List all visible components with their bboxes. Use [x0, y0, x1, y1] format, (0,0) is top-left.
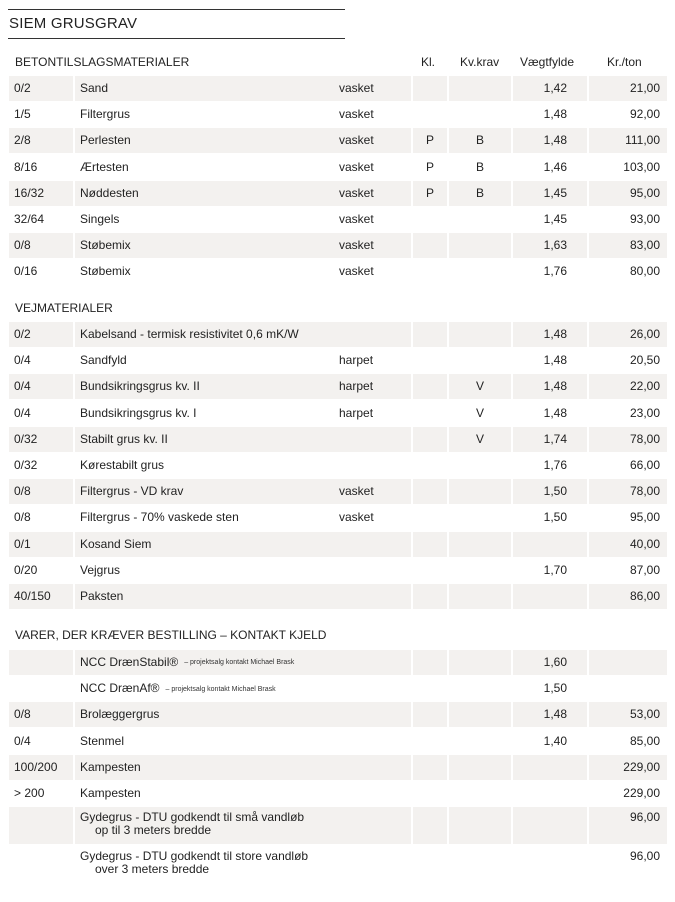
size-cell: [9, 676, 73, 701]
density-cell: 1,46: [543, 159, 567, 174]
price-cell: 111,00: [589, 128, 667, 153]
size-cell: 40/150: [9, 584, 73, 609]
product-name: Kabelsand - termisk resistivitet 0,6 mK/W: [80, 327, 299, 341]
size-cell: [9, 807, 73, 844]
quality-requirement-cell: V: [449, 427, 511, 452]
density-cell: [513, 781, 587, 806]
process-cell: vasket: [339, 484, 374, 499]
size-cell: 100/200: [9, 755, 73, 780]
price-cell: 78,00: [589, 427, 667, 452]
table-row: [9, 846, 667, 883]
product-name: Kørestabilt grus: [80, 458, 165, 472]
density-cell: 1,48: [513, 702, 587, 727]
process-cell: vasket: [339, 133, 374, 148]
price-cell: 85,00: [629, 733, 660, 748]
table-row: [9, 807, 667, 844]
size-cell: 0/8: [9, 702, 73, 727]
product-name: Bundsikringsgrus kv. I: [80, 405, 197, 420]
density-cell: 1,63: [513, 233, 587, 258]
class-cell: [413, 207, 447, 232]
process-cell: harpet: [339, 379, 374, 394]
quality-requirement-cell: B: [475, 159, 484, 174]
quality-requirement-cell: [449, 532, 511, 557]
table-row: [9, 729, 667, 754]
size-cell: 0/4: [14, 353, 31, 368]
size-cell: 0/2: [9, 322, 73, 347]
product-name: Filtergrus: [80, 107, 131, 122]
price-cell: 103,00: [623, 159, 660, 174]
table-row: [9, 676, 667, 701]
table-row: [9, 558, 667, 583]
product-name: Singels: [80, 212, 120, 226]
product-name: Bundsikringsgrus kv. II: [80, 379, 200, 394]
section-heading: BETONTILSLAGSMATERIALER: [15, 55, 190, 69]
price-cell: 78,00: [589, 479, 667, 504]
process-cell: harpet: [339, 353, 374, 368]
quality-requirement-cell: V: [475, 405, 484, 420]
price-cell: 86,00: [589, 584, 667, 609]
density-cell: [513, 584, 587, 609]
price-cell: 22,00: [589, 374, 667, 399]
class-cell: [413, 401, 447, 426]
class-cell: [413, 584, 447, 609]
size-cell: 0/20: [14, 562, 38, 577]
table-row: [9, 702, 667, 727]
quality-requirement-cell: B: [449, 128, 511, 153]
process-cell: [339, 650, 411, 675]
quality-requirement-cell: [449, 479, 511, 504]
table-row: [9, 348, 667, 373]
quality-requirement-cell: [449, 558, 511, 583]
table-row: [9, 181, 667, 206]
product-name: Sandfyld: [80, 353, 127, 368]
table-row: [9, 479, 667, 504]
price-cell: 96,00: [589, 807, 667, 844]
density-cell: 1,76: [543, 264, 567, 279]
process-cell: [339, 322, 411, 347]
quality-requirement-cell: [449, 807, 511, 844]
price-cell: 26,00: [589, 322, 667, 347]
product-name: Stabilt grus kv. II: [80, 431, 168, 446]
product-name: Kampesten: [80, 759, 141, 774]
product-name-line2: op til 3 meters bredde: [95, 823, 212, 838]
quality-requirement-cell: [449, 505, 511, 530]
density-cell: 1,45: [543, 212, 567, 226]
process-cell: vasket: [339, 185, 374, 200]
price-cell: [589, 676, 667, 701]
size-cell: 0/8: [9, 479, 73, 504]
process-cell: [339, 427, 411, 452]
process-cell: [339, 702, 411, 727]
process-cell: vasket: [339, 159, 374, 174]
class-cell: [413, 348, 447, 373]
process-cell: vasket: [339, 107, 374, 122]
density-cell: 1,74: [513, 427, 587, 452]
density-cell: 1,50: [543, 510, 567, 525]
process-cell: vasket: [339, 81, 374, 95]
process-cell: [339, 846, 411, 883]
process-cell: [339, 453, 411, 478]
quality-requirement-cell: [449, 650, 511, 675]
process-cell: [339, 676, 411, 701]
quality-requirement-cell: [449, 729, 511, 754]
page-title: SIEM GRUSGRAV: [9, 15, 138, 32]
product-name: Paksten: [80, 589, 124, 603]
class-cell: P: [425, 159, 434, 174]
table-row: [9, 532, 667, 557]
size-cell: [9, 650, 73, 675]
table-row: [9, 374, 667, 399]
size-cell: 0/16: [14, 264, 38, 279]
density-cell: [513, 807, 587, 844]
density-cell: 1,48: [513, 128, 587, 153]
class-cell: [413, 729, 447, 754]
section-heading: VARER, DER KRÆVER BESTILLING – KONTAKT KJELD: [15, 628, 327, 642]
quality-requirement-cell: [449, 207, 511, 232]
size-cell: 0/1: [9, 532, 73, 557]
process-cell: [339, 807, 411, 844]
size-cell: 0/32: [14, 458, 38, 472]
table-row: [9, 781, 667, 806]
product-name: Kampesten: [80, 786, 141, 800]
size-cell: 8/16: [14, 159, 38, 174]
class-cell: [413, 676, 447, 701]
process-cell: vasket: [339, 212, 374, 226]
size-cell: 16/32: [9, 181, 73, 206]
quality-requirement-cell: [449, 755, 511, 780]
table-row: [9, 233, 667, 258]
table-row: [9, 322, 667, 347]
class-cell: [413, 650, 447, 675]
title-rule-bottom: [8, 38, 345, 39]
process-cell: [339, 532, 411, 557]
size-cell: 0/32: [9, 427, 73, 452]
price-cell: 95,00: [629, 510, 660, 525]
table-row: [9, 102, 667, 127]
size-cell: 2/8: [9, 128, 73, 153]
price-cell: [589, 650, 667, 675]
product-name-line2: over 3 meters bredde: [95, 862, 210, 877]
density-cell: 1,70: [543, 562, 567, 577]
table-row: [9, 259, 667, 284]
table-row: [9, 401, 667, 426]
class-cell: [413, 755, 447, 780]
class-cell: [413, 781, 447, 806]
process-cell: [339, 729, 411, 754]
class-cell: [413, 76, 447, 101]
density-cell: [513, 755, 587, 780]
size-cell: > 200: [14, 786, 45, 800]
column-header-kl: Kl.: [421, 55, 436, 69]
quality-requirement-cell: [449, 322, 511, 347]
product-name: Filtergrus - VD krav: [80, 484, 184, 499]
table-row: [9, 207, 667, 232]
quality-requirement-cell: [449, 259, 511, 284]
process-cell: [339, 781, 411, 806]
class-cell: [413, 233, 447, 258]
process-cell: vasket: [339, 510, 374, 525]
quality-requirement-cell: [449, 348, 511, 373]
size-cell: 0/4: [14, 733, 31, 748]
quality-requirement-cell: B: [449, 181, 511, 206]
density-cell: [513, 846, 587, 883]
table-row: [9, 755, 667, 780]
quality-requirement-cell: V: [449, 374, 511, 399]
class-cell: [413, 427, 447, 452]
product-note: – projektsalg kontakt Michael Brask: [184, 659, 295, 667]
section-heading: VEJMATERIALER: [15, 301, 113, 315]
density-cell: 1,76: [543, 458, 567, 472]
class-cell: [413, 807, 447, 844]
price-cell: 23,00: [629, 405, 660, 420]
product-note: – projektsalg kontakt Michael Brask: [165, 685, 276, 693]
product-name: NCC DrænAf®: [80, 681, 160, 696]
class-cell: [413, 479, 447, 504]
product-name: Nøddesten: [80, 185, 139, 200]
class-cell: [413, 374, 447, 399]
quality-requirement-cell: [449, 76, 511, 101]
quality-requirement-cell: [449, 453, 511, 478]
quality-requirement-cell: [449, 233, 511, 258]
size-cell: 1/5: [14, 107, 31, 122]
size-cell: 0/4: [14, 405, 31, 420]
quality-requirement-cell: [449, 846, 511, 883]
product-name: Brolæggergrus: [80, 707, 160, 722]
class-cell: [413, 322, 447, 347]
class-cell: [413, 453, 447, 478]
class-cell: [413, 532, 447, 557]
table-row: [9, 505, 667, 530]
column-header-vf: Vægtfylde: [520, 55, 575, 69]
process-cell: harpet: [339, 405, 374, 420]
density-cell: 1,40: [543, 733, 567, 748]
process-cell: [339, 584, 411, 609]
quality-requirement-cell: [449, 584, 511, 609]
size-cell: 0/8: [9, 233, 73, 258]
density-cell: 1,42: [513, 76, 587, 101]
process-cell: [339, 558, 411, 583]
quality-requirement-cell: [449, 676, 511, 701]
product-name: Filtergrus - 70% vaskede sten: [80, 510, 239, 525]
class-cell: [413, 259, 447, 284]
price-cell: 96,00: [629, 849, 660, 864]
price-cell: 93,00: [629, 212, 660, 226]
class-cell: [413, 558, 447, 583]
quality-requirement-cell: [449, 102, 511, 127]
class-cell: P: [413, 181, 447, 206]
table-row: [9, 584, 667, 609]
process-cell: vasket: [339, 264, 374, 279]
density-cell: 1,48: [543, 405, 567, 420]
size-cell: [9, 846, 73, 883]
product-name: Sand: [80, 81, 109, 95]
price-cell: 229,00: [589, 755, 667, 780]
product-name: Perlesten: [80, 133, 131, 148]
product-name: NCC DrænStabil®: [80, 655, 179, 669]
table-row: [9, 155, 667, 180]
density-cell: 1,50: [513, 479, 587, 504]
product-name: Støbemix: [80, 264, 131, 279]
class-cell: P: [413, 128, 447, 153]
density-cell: 1,50: [543, 681, 567, 696]
column-header-kv: Kv.krav: [460, 55, 500, 69]
size-cell: 0/2: [9, 76, 73, 101]
size-cell: 32/64: [14, 212, 45, 226]
price-cell: 87,00: [629, 562, 660, 577]
density-cell: 1,45: [513, 181, 587, 206]
class-cell: [413, 505, 447, 530]
column-header-price: Kr./ton: [607, 55, 642, 69]
product-name: Vejgrus: [80, 562, 121, 577]
price-cell: 95,00: [589, 181, 667, 206]
price-cell: 20,50: [629, 353, 660, 368]
table-row: [9, 76, 667, 101]
size-cell: 0/8: [14, 510, 31, 525]
price-cell: 92,00: [629, 107, 660, 122]
table-row: [9, 650, 667, 675]
density-cell: 1,60: [513, 650, 587, 675]
table-row: [9, 427, 667, 452]
price-cell: 66,00: [629, 458, 660, 472]
product-name: Stenmel: [80, 733, 125, 748]
class-cell: [413, 846, 447, 883]
product-name-line1: Gydegrus - DTU godkendt til små vandløb: [80, 810, 305, 825]
price-cell: 21,00: [589, 76, 667, 101]
price-cell: 83,00: [589, 233, 667, 258]
product-name: Støbemix: [80, 238, 131, 253]
title-rule-top: [8, 9, 345, 10]
price-cell: 40,00: [589, 532, 667, 557]
product-name: Kosand Siem: [80, 536, 152, 551]
quality-requirement-cell: [449, 702, 511, 727]
density-cell: [513, 532, 587, 557]
price-cell: 80,00: [629, 264, 660, 279]
class-cell: [413, 102, 447, 127]
density-cell: 1,48: [543, 353, 567, 368]
density-cell: 1,48: [513, 322, 587, 347]
process-cell: vasket: [339, 238, 374, 253]
table-row: [9, 128, 667, 153]
density-cell: 1,48: [543, 107, 567, 122]
product-name-line1: Gydegrus - DTU godkendt til store vandløb: [80, 849, 309, 864]
price-cell: 229,00: [623, 786, 660, 800]
product-name: Ærtesten: [80, 159, 129, 174]
class-cell: [413, 702, 447, 727]
price-cell: 53,00: [589, 702, 667, 727]
process-cell: [339, 755, 411, 780]
density-cell: 1,48: [513, 374, 587, 399]
size-cell: 0/4: [9, 374, 73, 399]
quality-requirement-cell: [449, 781, 511, 806]
table-row: [9, 453, 667, 478]
